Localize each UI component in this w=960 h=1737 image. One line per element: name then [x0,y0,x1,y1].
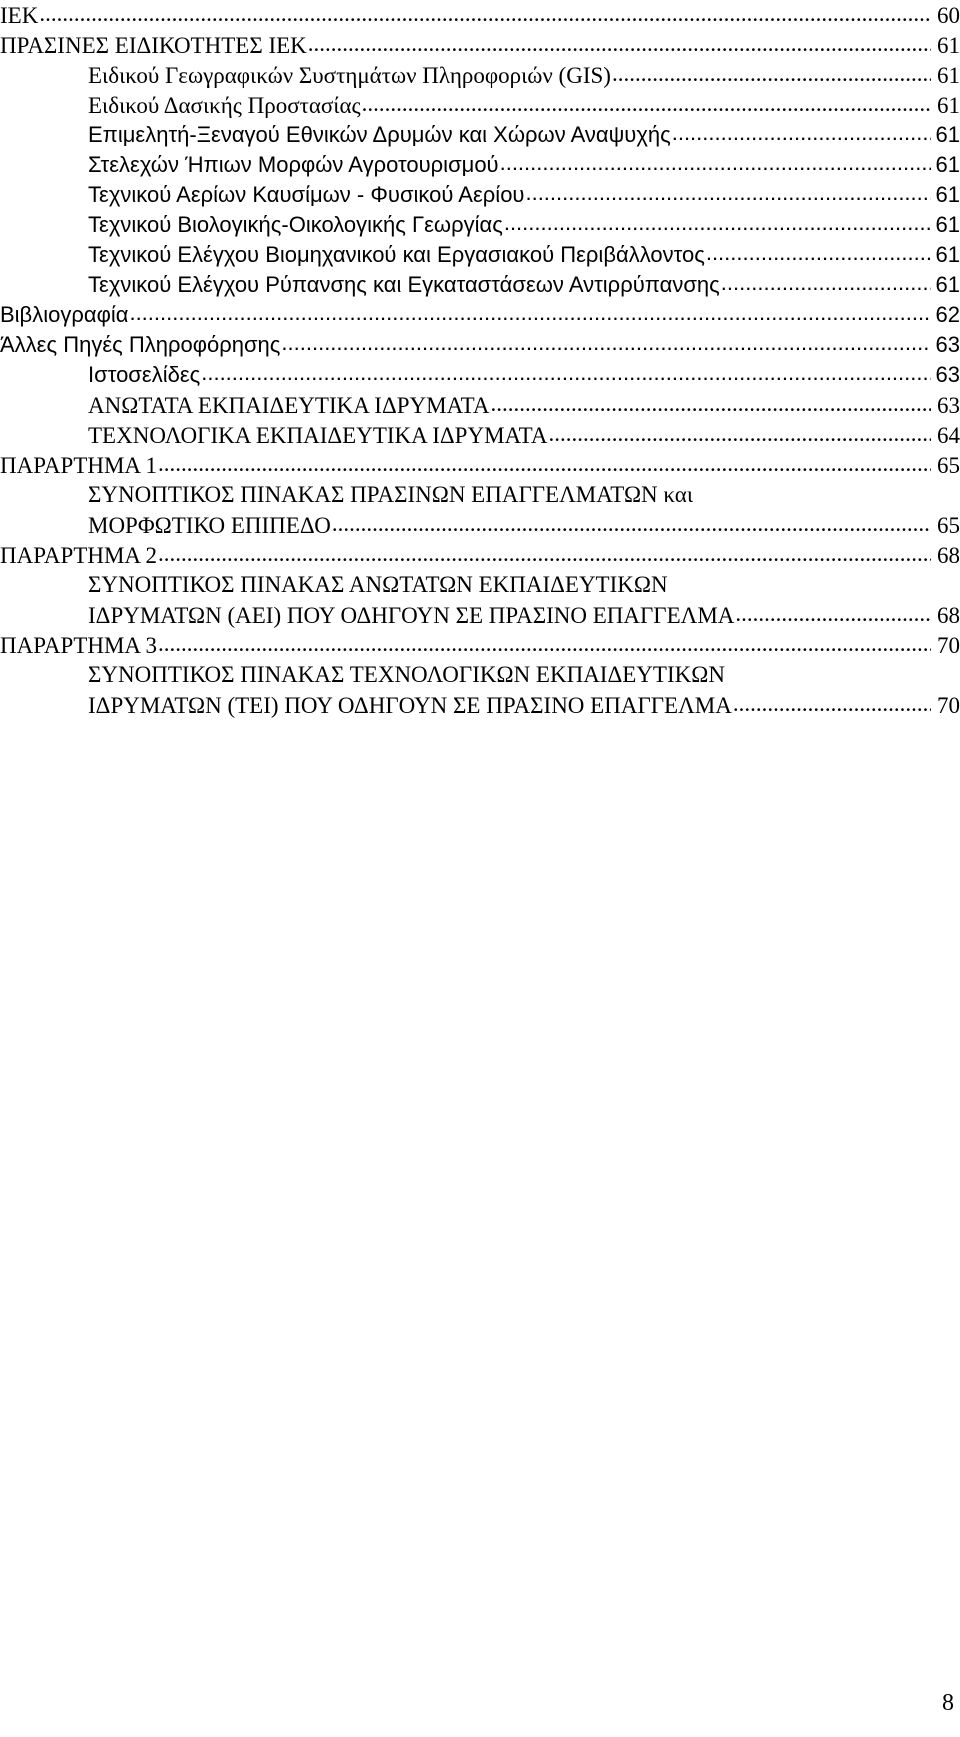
dot-leader [706,240,931,262]
dot-leader [158,450,931,473]
dot-leader [158,540,931,563]
toc-entry-title: ΠΑΡΑΡΤΗΜΑ 2 [0,543,158,568]
dot-leader [672,120,931,142]
toc-entry[interactable] [0,60,960,90]
toc-entry-page: 61 [937,63,960,88]
toc-entry[interactable] [0,180,960,210]
toc-entry-title: ΣΥΝΟΠΤΙΚΟΣ ΠΙΝΑΚΑΣ ΑΝΩΤΑΤΩΝ ΕΚΠΑΙΔΕΥΤΙΚΩΝ [88,572,668,597]
toc-entry-page: 64 [937,423,960,448]
dot-leader [308,30,931,53]
toc-entry-title: Ιστοσελίδες [88,362,201,387]
toc-entry[interactable] [0,600,960,630]
toc-entry-title: ΠΑΡΑΡΤΗΜΑ 1 [0,453,158,478]
table-of-contents [0,0,960,720]
toc-entry[interactable] [0,630,960,660]
toc-entry[interactable] [0,480,960,510]
toc-entry-title: ΑΝΩΤΑΤΑ ΕΚΠΑΙΔΕΥΤΙΚΑ ΙΔΡΥΜΑΤΑ [88,393,490,418]
dot-leader [548,420,931,443]
toc-entry[interactable] [0,270,960,300]
toc-entry-title: ΙΕΚ [0,3,39,28]
dot-leader [612,60,931,83]
toc-entry-page: 70 [937,693,960,718]
toc-entry-title: ΣΥΝΟΠΤΙΚΟΣ ΠΙΝΑΚΑΣ ΠΡΑΣΙΝΩΝ ΕΠΑΓΓΕΛΜΑΤΩΝ και [88,482,694,507]
toc-entry-page: 61 [937,93,960,118]
toc-entry[interactable] [0,90,960,120]
toc-entry[interactable] [0,690,960,720]
toc-entry-page: 61 [937,33,960,58]
toc-entry-title: ΠΡΑΣΙΝΕΣ ΕΙΔΙΚΟΤΗΤΕΣ ΙΕΚ [0,33,307,58]
dot-leader [500,150,931,172]
toc-entry-title: ΙΔΡΥΜΑΤΩΝ (ΤΕΙ) ΠΟΥ ΟΔΗΓΟΥΝ ΣΕ ΠΡΑΣΙΝΟ ΕΠΑΓΓΕΛΜΑ [88,693,732,718]
toc-entry[interactable] [0,30,960,60]
dot-leader [525,180,931,202]
toc-entry-page: 61 [935,122,960,147]
dot-leader [39,0,931,23]
toc-entry-title: ΤΕΧΝΟΛΟΓΙΚΑ ΕΚΠΑΙΔΕΥΤΙΚΑ ΙΔΡΥΜΑΤΑ [88,423,548,448]
toc-entry-page: 61 [935,272,960,297]
toc-entry-title: Βιβλιογραφία [0,302,129,327]
toc-entry[interactable] [0,240,960,270]
dot-leader [129,300,931,322]
dot-leader [281,330,931,352]
toc-entry[interactable] [0,330,960,360]
toc-entry[interactable] [0,390,960,420]
dot-leader [504,210,931,232]
toc-entry-title: Ειδικού Δασικής Προστασίας [88,93,361,118]
toc-entry-page: 61 [935,182,960,207]
toc-entry-title: Τεχνικού Αερίων Καυσίμων - Φυσικού Αερίου [88,182,525,207]
toc-entry[interactable] [0,360,960,390]
toc-entry-title: Επιμελητή-Ξεναγού Εθνικών Δρυμών και Χώρων Αναψυχής [88,122,671,147]
toc-entry[interactable] [0,540,960,570]
toc-entry-title: Τεχνικού Βιολογικής-Οικολογικής Γεωργίας [88,212,503,237]
dot-leader [158,630,931,653]
toc-entry[interactable] [0,120,960,150]
dot-leader [491,390,931,413]
page-number: 8 [942,1690,954,1716]
toc-entry-title: Τεχνικού Ελέγχου Ρύπανσης και Εγκαταστάσεων Αντιρρύπανσης [88,272,720,297]
toc-entry-page: 61 [935,152,960,177]
toc-entry-title: Τεχνικού Ελέγχου Βιομηχανικού και Εργασιακού Περιβάλλοντος [88,242,705,267]
toc-entry-page: 65 [937,453,960,478]
toc-entry-page: 63 [937,393,960,418]
dot-leader [735,600,931,623]
toc-entry-page: 61 [935,242,960,267]
toc-entry[interactable] [0,420,960,450]
dot-leader [733,690,931,713]
toc-entry-page: 68 [937,543,960,568]
toc-entry-title: Ειδικού Γεωγραφικών Συστημάτων Πληροφοριών (GIS) [88,63,611,88]
toc-entry-page: 63 [935,332,960,357]
toc-entry-title: ΠΑΡΑΡΤΗΜΑ 3 [0,633,158,658]
dot-leader [201,360,931,382]
toc-entry-title: ΙΔΡΥΜΑΤΩΝ (ΑΕΙ) ΠΟΥ ΟΔΗΓΟΥΝ ΣΕ ΠΡΑΣΙΝΟ ΕΠΑΓΓΕΛΜΑ [88,603,735,628]
dot-leader [362,90,931,113]
toc-entry-page: 63 [935,362,960,387]
toc-entry-page: 68 [937,603,960,628]
toc-entry-page: 61 [935,212,960,237]
toc-entry-page: 62 [935,302,960,327]
toc-entry[interactable] [0,300,960,330]
toc-entry-title: ΣΥΝΟΠΤΙΚΟΣ ΠΙΝΑΚΑΣ ΤΕΧΝΟΛΟΓΙΚΩΝ ΕΚΠΑΙΔΕΥΤΙΚΩΝ [88,662,725,687]
toc-entry[interactable] [0,510,960,540]
dot-leader [721,270,931,292]
toc-entry[interactable] [0,0,960,30]
toc-entry-title: Άλλες Πηγές Πληροφόρησης [0,332,281,357]
toc-entry-page: 70 [937,633,960,658]
toc-entry[interactable] [0,570,960,600]
dot-leader [332,510,931,533]
toc-entry[interactable] [0,450,960,480]
toc-entry[interactable] [0,150,960,180]
toc-entry-page: 60 [937,3,960,28]
toc-entry-page: 65 [937,513,960,538]
toc-entry[interactable] [0,210,960,240]
toc-entry-title: ΜΟΡΦΩΤΙΚΟ ΕΠΙΠΕΔΟ [88,513,331,538]
toc-entry-title: Στελεχών Ήπιων Μορφών Αγροτουρισμού [88,152,499,177]
toc-entry[interactable] [0,660,960,690]
